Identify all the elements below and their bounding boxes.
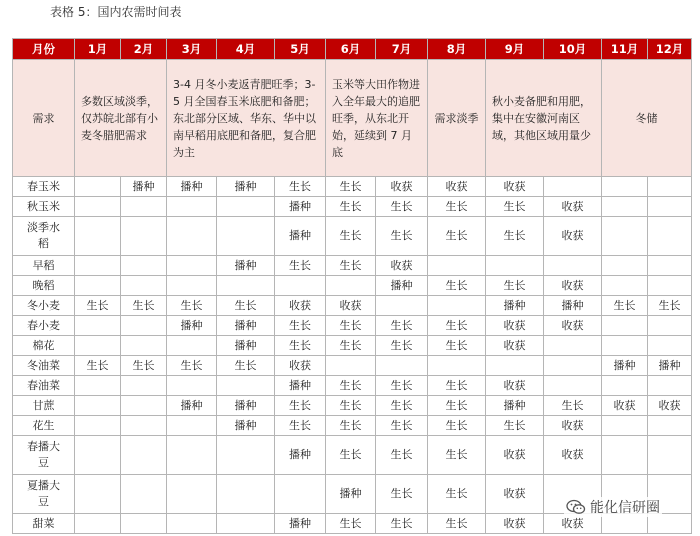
stage-cell: [167, 197, 217, 217]
stage-cell: [648, 177, 692, 197]
stage-cell: 生长: [428, 514, 486, 534]
stage-cell: [602, 316, 648, 336]
crop-name: 春播大豆: [13, 436, 75, 475]
header-month-9: 9月: [486, 39, 544, 60]
crop-name: 早稻: [13, 256, 75, 276]
stage-cell: [75, 316, 121, 336]
stage-cell: 播种: [217, 177, 275, 197]
stage-cell: 生长: [217, 356, 275, 376]
stage-cell: 生长: [75, 356, 121, 376]
table-row: [13, 376, 692, 396]
stage-cell: 生长: [326, 256, 376, 276]
stage-cell: 收获: [486, 336, 544, 356]
stage-cell: [217, 475, 275, 514]
stage-cell: [648, 376, 692, 396]
stage-cell: 收获: [428, 177, 486, 197]
stage-cell: 生长: [275, 416, 326, 436]
stage-cell: [167, 336, 217, 356]
stage-cell: [376, 356, 428, 376]
stage-cell: [217, 436, 275, 475]
stage-cell: 生长: [428, 316, 486, 336]
stage-cell: [648, 276, 692, 296]
stage-cell: [275, 475, 326, 514]
stage-cell: [602, 276, 648, 296]
stage-cell: 生长: [121, 356, 167, 376]
stage-cell: [75, 396, 121, 416]
stage-cell: 生长: [428, 336, 486, 356]
stage-cell: [544, 336, 602, 356]
stage-cell: 生长: [275, 177, 326, 197]
stage-cell: [217, 197, 275, 217]
stage-cell: 生长: [376, 217, 428, 256]
stage-cell: 生长: [326, 514, 376, 534]
crop-name: 棉花: [13, 336, 75, 356]
stage-cell: [217, 376, 275, 396]
stage-cell: 生长: [376, 197, 428, 217]
stage-cell: [648, 416, 692, 436]
stage-cell: 生长: [486, 197, 544, 217]
stage-cell: 生长: [326, 336, 376, 356]
stage-cell: 收获: [486, 436, 544, 475]
stage-cell: 播种: [275, 436, 326, 475]
stage-cell: [121, 416, 167, 436]
stage-cell: [167, 436, 217, 475]
stage-cell: [167, 514, 217, 534]
stage-cell: 生长: [376, 376, 428, 396]
crop-name: 春玉米: [13, 177, 75, 197]
stage-cell: 收获: [648, 396, 692, 416]
stage-cell: [602, 416, 648, 436]
stage-cell: 收获: [376, 256, 428, 276]
stage-cell: 生长: [326, 416, 376, 436]
crop-name: 淡季水稻: [13, 217, 75, 256]
stage-cell: 播种: [167, 316, 217, 336]
stage-cell: 生长: [376, 475, 428, 514]
crop-name: 甜菜: [13, 514, 75, 534]
stage-cell: 播种: [275, 217, 326, 256]
stage-cell: [275, 276, 326, 296]
stage-cell: 收获: [275, 296, 326, 316]
stage-cell: 生长: [376, 514, 428, 534]
demand-row: [13, 60, 692, 177]
table-row: [13, 416, 692, 436]
crop-name: 花生: [13, 416, 75, 436]
stage-cell: [167, 217, 217, 256]
stage-cell: 生长: [376, 436, 428, 475]
stage-cell: 收获: [544, 514, 602, 534]
stage-cell: [121, 276, 167, 296]
stage-cell: [75, 177, 121, 197]
stage-cell: 收获: [486, 376, 544, 396]
stage-cell: 生长: [544, 396, 602, 416]
header-month-5: 5月: [275, 39, 326, 60]
stage-cell: 收获: [544, 416, 602, 436]
stage-cell: 生长: [167, 296, 217, 316]
demand-mar-may: 3-4 月冬小麦返青肥旺季；3-5 月全国春玉米底肥和备肥；东北部分区域、华东、华中以南早稻用底肥和备肥，复合肥为主: [167, 60, 326, 177]
stage-cell: [544, 356, 602, 376]
stage-cell: 生长: [602, 296, 648, 316]
stage-cell: [75, 256, 121, 276]
stage-cell: 生长: [275, 336, 326, 356]
table-row: [13, 197, 692, 217]
stage-cell: [428, 296, 486, 316]
stage-cell: [648, 217, 692, 256]
stage-cell: 播种: [217, 416, 275, 436]
stage-cell: 生长: [648, 296, 692, 316]
stage-cell: [75, 514, 121, 534]
table-row: [13, 217, 692, 256]
stage-cell: 播种: [376, 276, 428, 296]
stage-cell: 播种: [167, 396, 217, 416]
stage-cell: 生长: [428, 217, 486, 256]
stage-cell: [428, 356, 486, 376]
stage-cell: 播种: [275, 514, 326, 534]
stage-cell: [167, 475, 217, 514]
stage-cell: [121, 197, 167, 217]
fertilizer-demand-calendar-table: [12, 38, 692, 534]
header-month-10: 10月: [544, 39, 602, 60]
stage-cell: [167, 376, 217, 396]
table-caption: 表格 5：国内农需时间表: [50, 5, 182, 19]
header-month-11: 11月: [602, 39, 648, 60]
stage-cell: 播种: [275, 376, 326, 396]
stage-cell: [544, 177, 602, 197]
table-row: [13, 316, 692, 336]
stage-cell: 播种: [167, 177, 217, 197]
stage-cell: 播种: [217, 396, 275, 416]
header-month-8: 8月: [428, 39, 486, 60]
stage-cell: [648, 436, 692, 475]
stage-cell: 生长: [376, 336, 428, 356]
stage-cell: 收获: [486, 475, 544, 514]
stage-cell: [602, 376, 648, 396]
wechat-icon: [566, 499, 586, 515]
stage-cell: [75, 376, 121, 396]
demand-aug: 需求淡季: [428, 60, 486, 177]
stage-cell: 收获: [602, 396, 648, 416]
stage-cell: 生长: [428, 436, 486, 475]
table-row: [13, 276, 692, 296]
stage-cell: [121, 336, 167, 356]
stage-cell: 生长: [486, 276, 544, 296]
stage-cell: 播种: [544, 296, 602, 316]
stage-cell: 生长: [428, 197, 486, 217]
stage-cell: 播种: [486, 396, 544, 416]
crop-name: 甘蔗: [13, 396, 75, 416]
stage-cell: 播种: [275, 197, 326, 217]
stage-cell: 生长: [486, 416, 544, 436]
stage-cell: 生长: [428, 475, 486, 514]
table-row: [13, 177, 692, 197]
stage-cell: [121, 396, 167, 416]
stage-cell: 生长: [376, 396, 428, 416]
stage-cell: 生长: [428, 276, 486, 296]
stage-cell: [326, 276, 376, 296]
stage-cell: 播种: [486, 296, 544, 316]
stage-cell: [167, 276, 217, 296]
stage-cell: [167, 256, 217, 276]
stage-cell: 收获: [376, 177, 428, 197]
table-row: [13, 436, 692, 475]
stage-cell: [602, 177, 648, 197]
table-row: [13, 356, 692, 376]
watermark: [564, 497, 662, 517]
stage-cell: 生长: [326, 396, 376, 416]
header-month-1: 1月: [75, 39, 121, 60]
stage-cell: [217, 276, 275, 296]
stage-cell: [376, 296, 428, 316]
header-month-3: 3月: [167, 39, 217, 60]
stage-cell: [121, 256, 167, 276]
stage-cell: [75, 475, 121, 514]
stage-cell: 播种: [648, 356, 692, 376]
stage-cell: [121, 376, 167, 396]
stage-cell: [75, 197, 121, 217]
stage-cell: [602, 256, 648, 276]
stage-cell: [648, 336, 692, 356]
stage-cell: 收获: [486, 177, 544, 197]
stage-cell: [602, 217, 648, 256]
stage-cell: [648, 197, 692, 217]
stage-cell: [326, 356, 376, 376]
stage-cell: 收获: [486, 316, 544, 336]
stage-cell: [121, 316, 167, 336]
crop-name: 冬小麦: [13, 296, 75, 316]
stage-cell: 收获: [544, 197, 602, 217]
stage-cell: 收获: [486, 514, 544, 534]
stage-cell: 生长: [326, 177, 376, 197]
demand-label: 需求: [13, 60, 75, 177]
stage-cell: [544, 376, 602, 396]
crop-name: 夏播大豆: [13, 475, 75, 514]
stage-cell: [121, 436, 167, 475]
demand-jun-jul: 玉米等大田作物进入全年最大的追肥旺季，从东北开始，延续到 7 月底: [326, 60, 428, 177]
crop-name: 冬油菜: [13, 356, 75, 376]
stage-cell: 播种: [121, 177, 167, 197]
stage-cell: 收获: [275, 356, 326, 376]
stage-cell: 播种: [602, 356, 648, 376]
demand-nov-dec: 冬储: [602, 60, 692, 177]
stage-cell: 生长: [75, 296, 121, 316]
stage-cell: 播种: [326, 475, 376, 514]
stage-cell: 生长: [275, 316, 326, 336]
header-month-7: 7月: [376, 39, 428, 60]
stage-cell: [648, 256, 692, 276]
stage-cell: [428, 256, 486, 276]
header-month-4: 4月: [217, 39, 275, 60]
stage-cell: [486, 256, 544, 276]
stage-cell: [75, 416, 121, 436]
stage-cell: 收获: [544, 276, 602, 296]
table-row: [13, 256, 692, 276]
stage-cell: 生长: [376, 416, 428, 436]
stage-cell: 播种: [217, 336, 275, 356]
stage-cell: 收获: [544, 217, 602, 256]
stage-cell: 生长: [167, 356, 217, 376]
stage-cell: 生长: [428, 396, 486, 416]
stage-cell: [121, 475, 167, 514]
stage-cell: 生长: [275, 396, 326, 416]
stage-cell: 生长: [326, 436, 376, 475]
demand-jan-feb: 多数区域淡季，仅苏皖北部有小麦冬腊肥需求: [75, 60, 167, 177]
stage-cell: 播种: [217, 316, 275, 336]
stage-cell: 收获: [544, 436, 602, 475]
header-month-2: 2月: [121, 39, 167, 60]
stage-cell: [75, 336, 121, 356]
stage-cell: 生长: [326, 376, 376, 396]
stage-cell: [486, 356, 544, 376]
table-row: [13, 296, 692, 316]
stage-cell: 生长: [121, 296, 167, 316]
stage-cell: [217, 217, 275, 256]
stage-cell: [167, 416, 217, 436]
header-row: [13, 39, 692, 60]
stage-cell: 播种: [217, 256, 275, 276]
stage-cell: 生长: [486, 217, 544, 256]
stage-cell: [75, 217, 121, 256]
stage-cell: 生长: [376, 316, 428, 336]
crop-name: 春油菜: [13, 376, 75, 396]
stage-cell: 生长: [275, 256, 326, 276]
stage-cell: [602, 436, 648, 475]
stage-cell: 收获: [326, 296, 376, 316]
stage-cell: [602, 336, 648, 356]
stage-cell: [217, 514, 275, 534]
stage-cell: [121, 217, 167, 256]
demand-sep-oct: 秋小麦备肥和用肥，集中在安徽河南区域，其他区域用量少: [486, 60, 602, 177]
table-row: [13, 336, 692, 356]
header-month-6: 6月: [326, 39, 376, 60]
stage-cell: 生长: [326, 217, 376, 256]
stage-cell: 生长: [326, 197, 376, 217]
table-row: [13, 396, 692, 416]
crop-name: 秋玉米: [13, 197, 75, 217]
crop-name: 晚稻: [13, 276, 75, 296]
stage-cell: [121, 514, 167, 534]
stage-cell: 生长: [217, 296, 275, 316]
stage-cell: 收获: [544, 316, 602, 336]
stage-cell: [602, 197, 648, 217]
stage-cell: [75, 276, 121, 296]
stage-cell: [75, 436, 121, 475]
stage-cell: 生长: [428, 416, 486, 436]
stage-cell: 生长: [326, 316, 376, 336]
watermark-text: 能化信研圈: [590, 500, 660, 516]
crop-name: 春小麦: [13, 316, 75, 336]
header-month-12: 12月: [648, 39, 692, 60]
stage-cell: 生长: [428, 376, 486, 396]
stage-cell: [648, 316, 692, 336]
header-month-label: 月份: [13, 39, 75, 60]
stage-cell: [544, 256, 602, 276]
